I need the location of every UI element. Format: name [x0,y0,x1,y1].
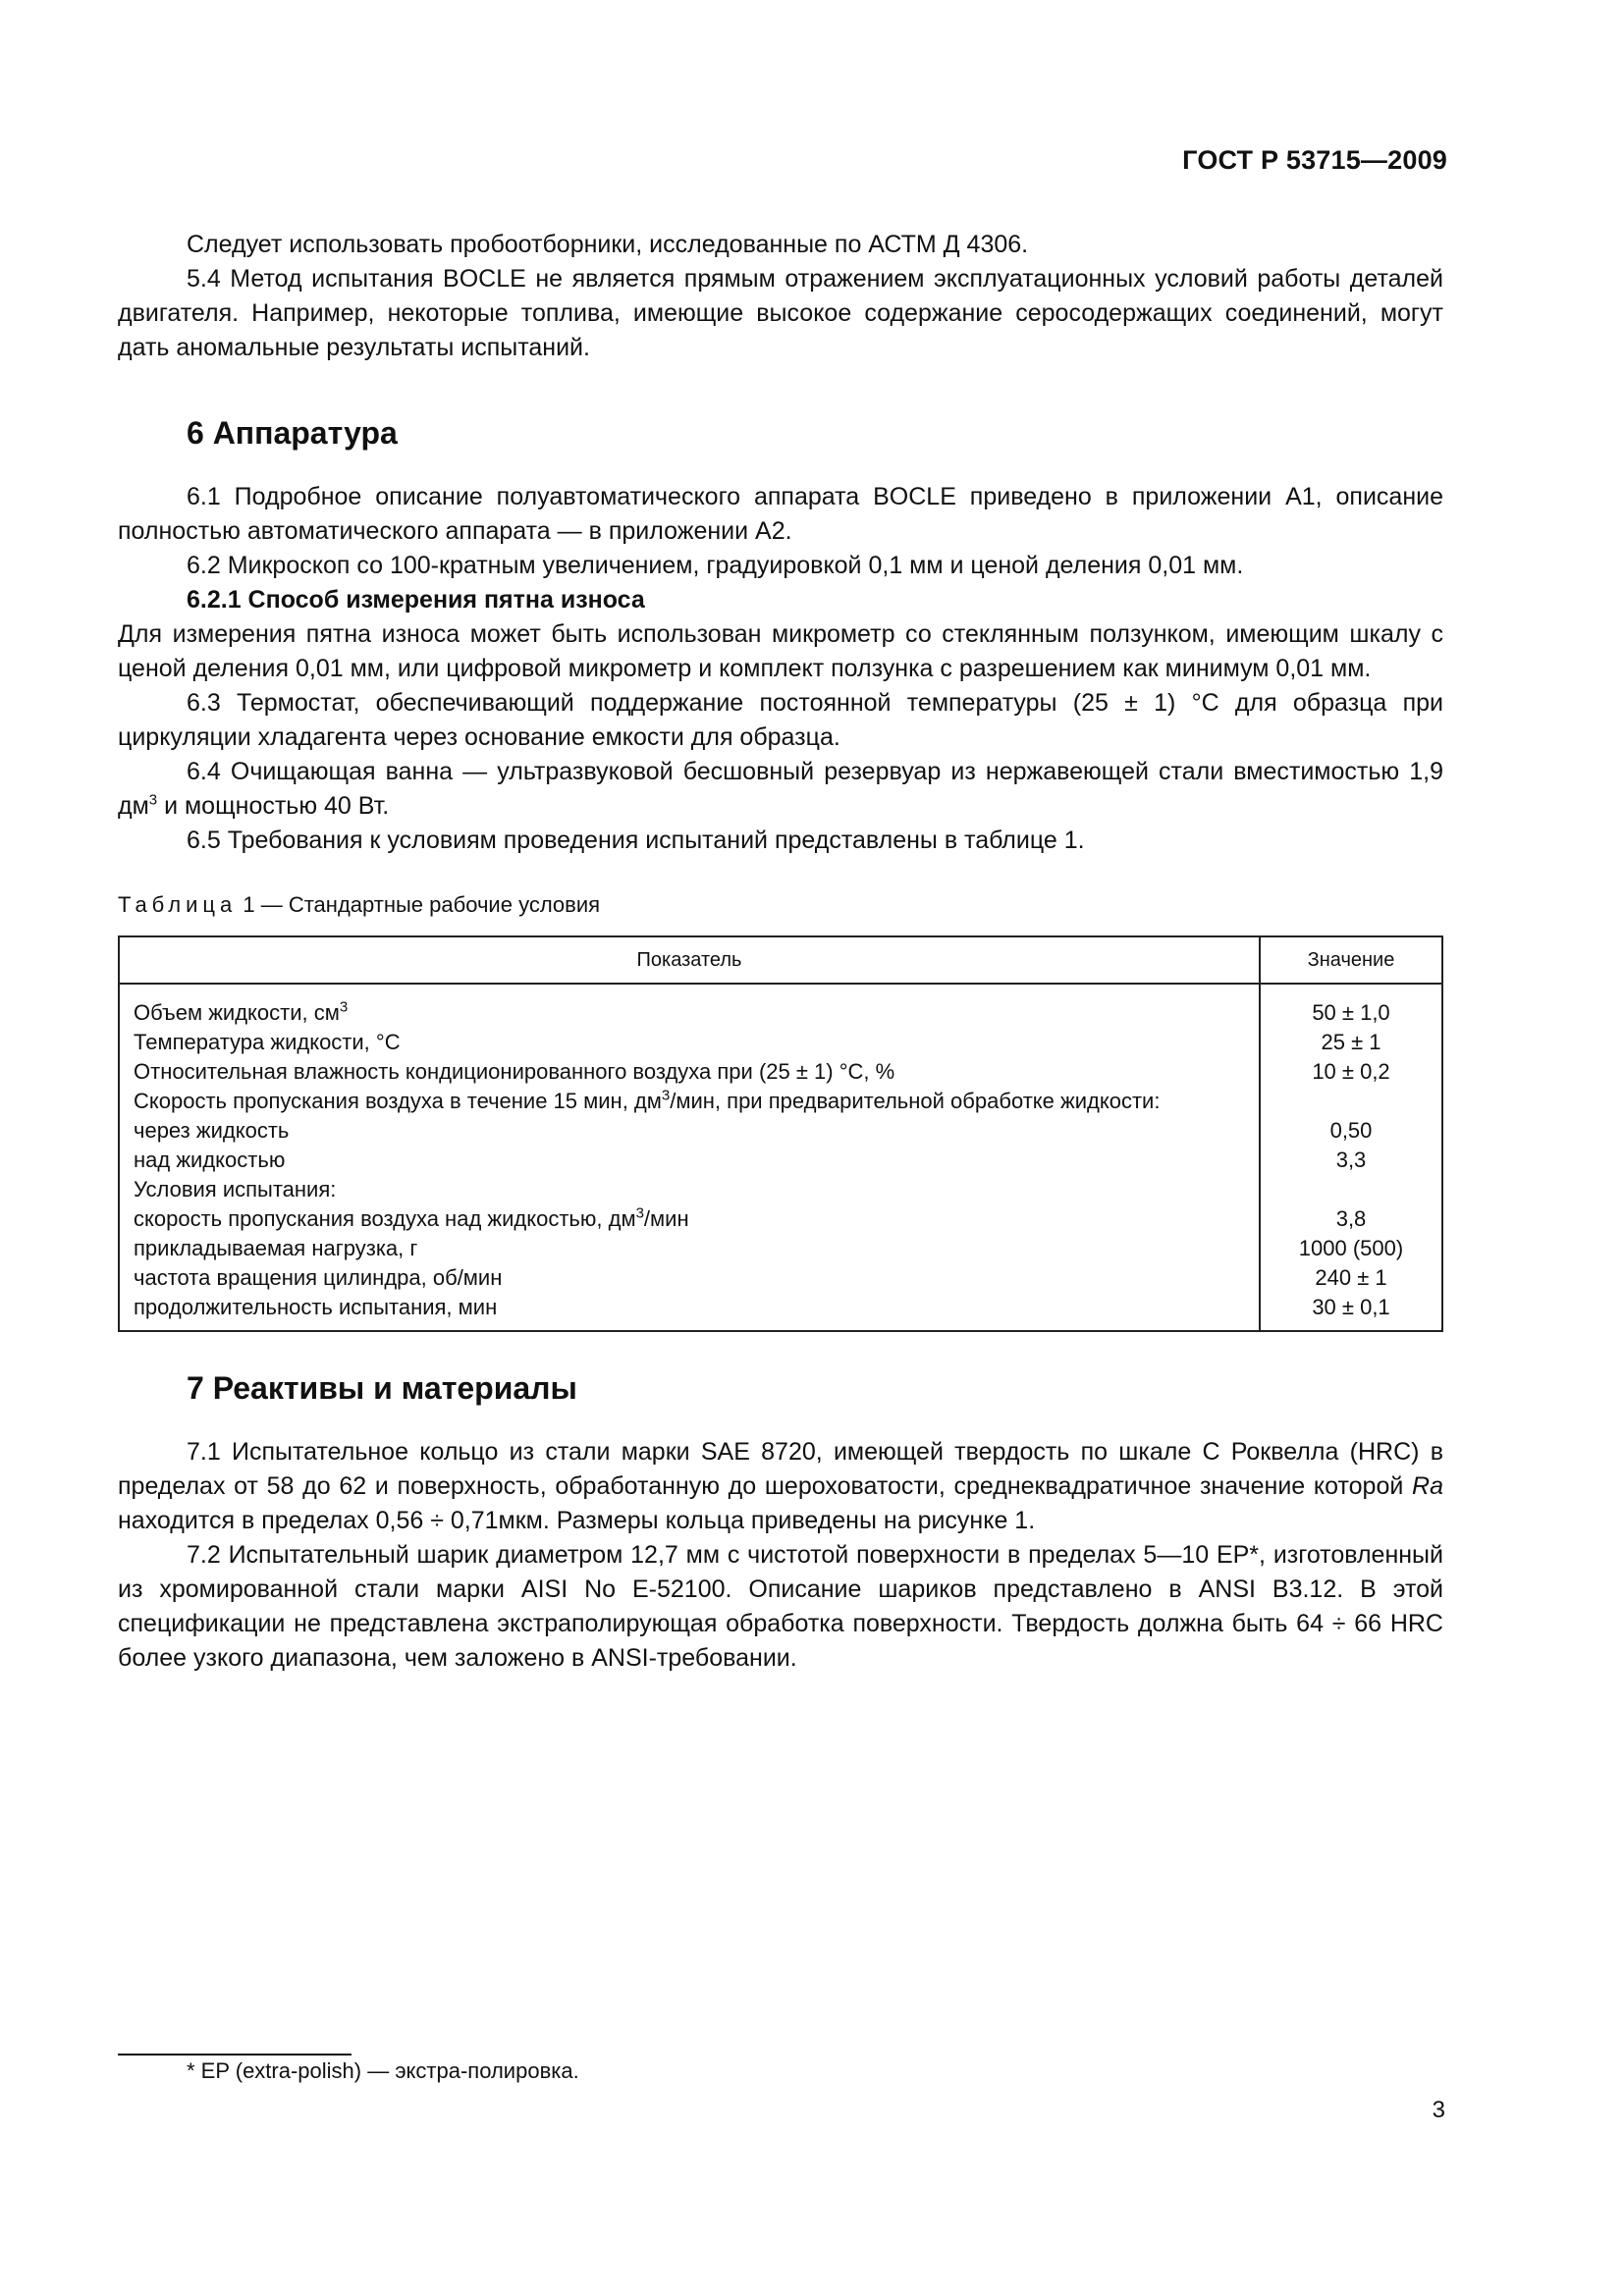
roughness-symbol: Ra [1412,1472,1443,1500]
table-row [119,1116,1442,1146]
table-row [119,1293,1442,1331]
paragraph-6-3: 6.3 Термостат, обеспечивающий поддержание постоянной температуры (25 ± 1) °С для образца при циркуляции хладагента через основание емкости для образца. [118,689,1443,751]
table-row [119,1263,1442,1293]
table-cell-parameter: Скорость пропускания воздуха в течение 15 мин, $дм^3$/мин, при предварительной обработке жидкости: [119,1087,1260,1116]
table-cell-value: 0,50 [1260,1116,1442,1146]
table-cell-parameter: через жидкость [119,1116,1260,1146]
table-cell-parameter: продолжительность испытания, мин [119,1293,1260,1331]
table-row [119,1234,1442,1263]
section-7-heading: 7 Реактивы и материалы [187,1370,577,1406]
table-cell-parameter: над жидкостью [119,1146,1260,1175]
paragraph-6-4-text: 6.4 Очищающая ванна — ультразвуковой бесшовный резервуар из нержавеющей стали вместимостью 1,9 дм [118,758,1443,820]
table-cell-value [1260,1175,1442,1204]
paragraph-6-4 [118,755,1443,824]
table-caption-word: Таблица [118,892,238,917]
table-cell-parameter: Температура жидкости, °С [119,1028,1260,1057]
table-cell-parameter: Объем жидкости, $см^3$ [119,984,1260,1028]
table-cell-value: 1000 (500) [1260,1234,1442,1263]
table-row [119,1175,1442,1204]
table-row [119,984,1442,1028]
table-row [119,1087,1442,1116]
table-1-operating-conditions [118,935,1443,1332]
table-cell-value: 240 ± 1 [1260,1263,1442,1293]
table-row [119,1028,1442,1057]
table-cell-value: 3,8 [1260,1204,1442,1234]
table-caption-title: 1 — Стандартные рабочие условия [237,892,601,917]
paragraph-6-1: 6.1 Подробное описание полуавтоматического аппарата BOCLE приведено в приложении А1, описание полностью автоматического аппарата — в приложении А2. [118,483,1443,545]
paragraph-5-4: 5.4 Метод испытания BOCLE не является прямым отражением эксплуатационных условий работы деталей двигателя. Например, некоторые топлива, имеющие высокое содержание серосодержащих соединений, могут дать аномальные результаты испытаний. [118,265,1443,361]
table-1-caption [118,887,1443,922]
column-header-parameter: Показатель [119,936,1260,984]
table-cell-value: 50 ± 1,0 [1260,984,1442,1028]
table-cell-parameter: прикладываемая нагрузка, г [119,1234,1260,1263]
document-code: ГОСТ Р 53715—2009 [1182,145,1447,175]
table-cell-value: 25 ± 1 [1260,1028,1442,1057]
table-cell-parameter: частота вращения цилиндра, об/мин [119,1263,1260,1293]
document-body [118,228,1443,1676]
section-6-heading: 6 Аппаратура [187,415,398,451]
table-cell-value [1260,1087,1442,1116]
paragraph-7-1 [118,1435,1443,1538]
table-cell-parameter: скорость пропускания воздуха над жидкостью, $дм^3$/мин [119,1204,1260,1234]
subsection-6-2-1-heading: 6.2.1 Способ измерения пятна износа [187,586,645,614]
paragraph-6-4-text-end: и мощностью 40 Вт. [157,792,390,820]
paragraph-7-1-text: 7.1 Испытательное кольцо из стали марки SAE 8720, имеющей твердость по шкале С Роквелла (HRC) в пределах от 58 до 62 и поверхность, обработанную до шероховатости, среднеквадратичное значение которой [118,1438,1443,1500]
table-row [119,1146,1442,1175]
table-header-row [119,936,1442,984]
table-cell-parameter: Условия испытания: [119,1175,1260,1204]
footnote: * EP (extra-polish) — экстра-полировка. [187,2058,579,2083]
table-row [119,1057,1442,1087]
paragraph-7-1-text-end: находится в пределах 0,56 ÷ 0,71мкм. Размеры кольца приведены на рисунке 1. [118,1507,1036,1534]
page-number: 3 [1432,2097,1445,2123]
paragraph-6-2: 6.2 Микроскоп со 100-кратным увеличением, градуировкой 0,1 мм и ценой деления 0,01 мм. [187,552,1244,579]
table-body [119,984,1442,1331]
table-cell-value: 10 ± 0,2 [1260,1057,1442,1087]
table-row [119,1204,1442,1234]
superscript: 3 [148,791,158,809]
table-cell-parameter: Относительная влажность кондиционированного воздуха при (25 ± 1) °С, % [119,1057,1260,1087]
paragraph-6-5: 6.5 Требования к условиям проведения испытаний представлены в таблице 1. [187,827,1085,854]
column-header-value: Значение [1260,936,1442,984]
paragraph-sampler-note: Следует использовать пробоотборники, исследованные по АСТМ Д 4306. [187,231,1029,258]
paragraph-6-2-1: Для измерения пятна износа может быть использован микрометр со стеклянным ползунком, имеющим шкалу с ценой деления 0,01 мм, или цифровой микрометр и комплект ползунка с разрешением как минимум 0,01 мм. [118,620,1443,682]
paragraph-7-2: 7.2 Испытательный шарик диаметром 12,7 мм с чистотой поверхности в пределах 5—10 ЕР*, изготовленный из хромированной стали марки AISI No E-52100. Описание шариков представлено в ANSI B3.12. В этой спецификации не представлена экстраполирующая обработка поверхности. Твердость должна быть 64 ÷ 66 HRC более узкого диапазона, чем заложено в ANSI-требовании. [118,1541,1443,1672]
table-cell-value: 3,3 [1260,1146,1442,1175]
table-cell-value: 30 ± 0,1 [1260,1293,1442,1331]
